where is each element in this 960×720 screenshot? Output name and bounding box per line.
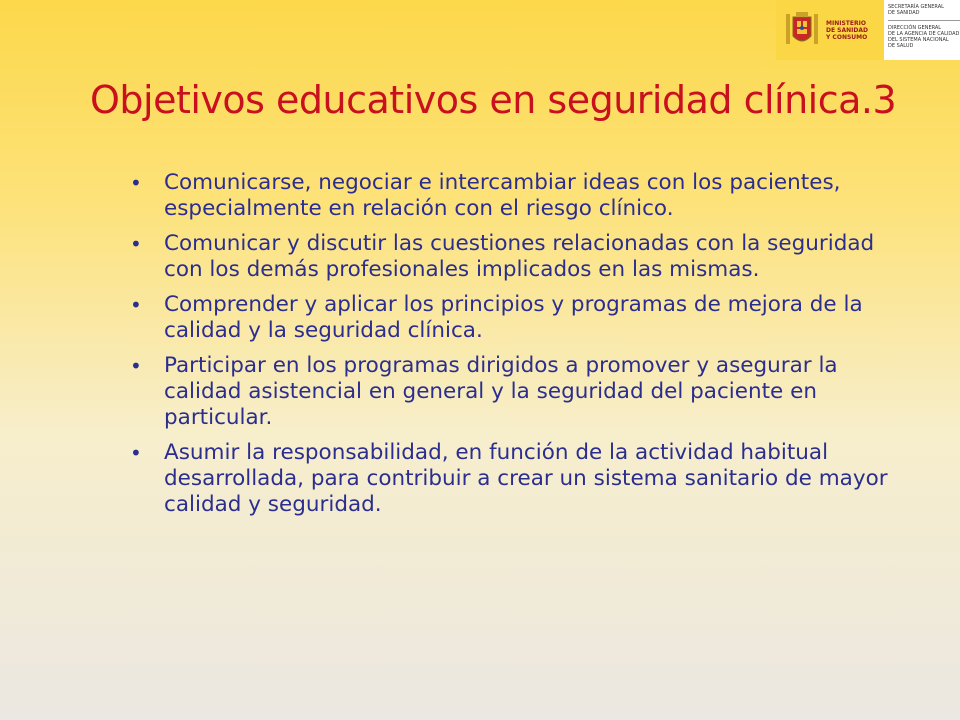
bullet-list <box>130 170 890 527</box>
bullet-icon: • <box>130 354 142 378</box>
bullet-item <box>130 292 890 344</box>
bullet-item <box>130 353 890 431</box>
bullet-item <box>130 440 890 518</box>
bullet-icon: • <box>130 171 142 195</box>
bullet-text: Asumir la responsabilidad, en función de la actividad habitual desarrollada, para contribuir a crear un sistema sanitario de mayor calidad y seguridad. <box>164 440 888 517</box>
bullet-item <box>130 170 890 222</box>
bullet-icon: • <box>130 441 142 465</box>
bullet-text: Participar en los programas dirigidos a promover y asegurar la calidad asistencial en general y la seguridad del paciente en particular. <box>164 353 838 430</box>
bullet-icon: • <box>130 232 142 256</box>
bullet-text: Comunicarse, negociar e intercambiar ideas con los pacientes, especialmente en relación con el riesgo clínico. <box>164 170 841 221</box>
bullet-icon: • <box>130 293 142 317</box>
ministry-logo-emblem-area <box>776 0 884 60</box>
directorate-label: DIRECCIÓN GENERAL DE LA AGENCIA DE CALIDAD DEL SISTEMA NACIONAL DE SALUD <box>888 25 960 49</box>
coat-of-arms-icon <box>784 8 820 52</box>
bullet-text: Comprender y aplicar los principios y programas de mejora de la calidad y la seguridad clínica. <box>164 292 863 343</box>
secretary-label: SECRETARÍA GENERAL DE SANIDAD <box>888 4 960 21</box>
slide-title: Objetivos educativos en seguridad clínica.3 <box>90 78 897 122</box>
bullet-item <box>130 231 890 283</box>
ministry-logo <box>776 0 960 60</box>
bullet-text: Comunicar y discutir las cuestiones relacionadas con la seguridad con los demás profesionales implicados en las mismas. <box>164 231 875 282</box>
logo-department-text <box>884 0 960 60</box>
ministry-name: MINISTERIO DE SANIDAD Y CONSUMO <box>826 19 868 41</box>
